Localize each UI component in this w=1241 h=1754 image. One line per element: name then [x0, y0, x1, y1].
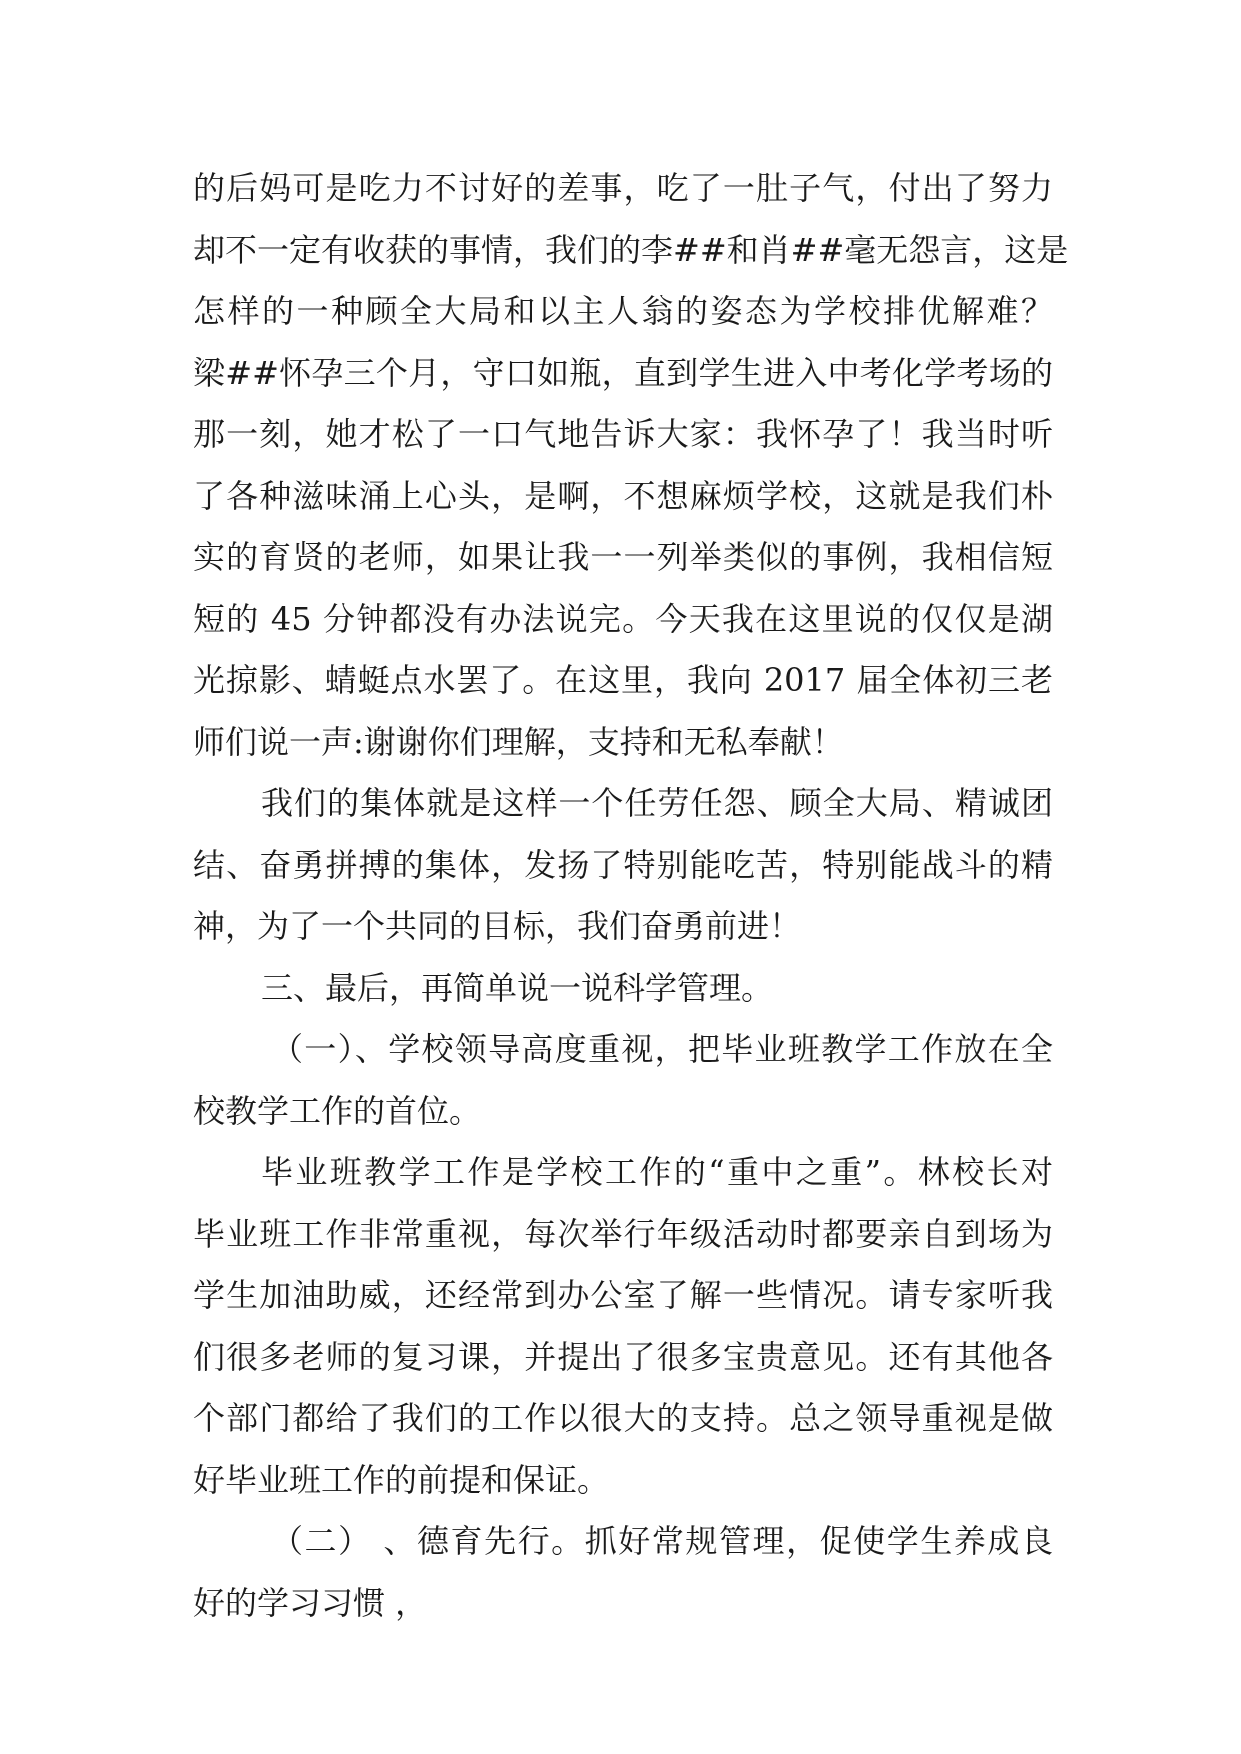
text-line: 三、最后，再简单说一说科学管理。	[261, 968, 774, 1007]
section-heading-scientific-management	[193, 958, 1053, 1020]
text-line: 实的育贤的老师，如果让我一一列举类似的事例，我相信短	[193, 538, 1053, 576]
subsection-heading-moral-education	[193, 1511, 1053, 1634]
text-line: 怎样的一种顾全大局和以主人翁的姿态为学校排优解难？	[193, 292, 1053, 330]
text-line: 好毕业班工作的前提和保证。	[193, 1460, 610, 1499]
text-line: 短的 45 分钟都没有办法说完。今天我在这里说的仅仅是湖	[193, 599, 1053, 638]
text-line: 神，为了一个共同的目标，我们奋勇前进！	[193, 907, 802, 945]
text-line: 却不一定有收获的事情，我们的李##和肖##毫无怨言，这是	[193, 230, 1069, 269]
text-line: 那一刻，她才松了一口气地告诉大家：我怀孕了！我当时听	[193, 415, 1053, 453]
text-line: 毕业班工作非常重视，每次举行年级活动时都要亲自到场为	[193, 1214, 1053, 1253]
text-line: 个部门都给了我们的工作以很大的支持。总之领导重视是做	[193, 1399, 1053, 1437]
text-line: 师们说一声:谢谢你们理解，支持和无私奉献！	[193, 722, 844, 761]
text-line: （二） 、德育先行。抓好常规管理，促使学生养成良	[271, 1522, 1053, 1560]
text-line: 我们的集体就是这样一个任劳任怨、顾全大局、精诚团	[261, 784, 1053, 822]
text-line: （一）、学校领导高度重视，把毕业班教学工作放在全	[271, 1030, 1053, 1068]
text-line: 了各种滋味涌上心头，是啊，不想麻烦学校，这就是我们朴	[193, 476, 1053, 515]
text-line: 结、奋勇拼搏的集体，发扬了特别能吃苦，特别能战斗的精	[193, 845, 1053, 884]
text-line: 光掠影、蜻蜓点水罢了。在这里，我向 2017 届全体初三老	[193, 661, 1053, 699]
paragraph-leadership-support	[193, 1142, 1053, 1511]
text-line: 梁##怀孕三个月，守口如瓶，直到学生进入中考化学考场的	[193, 353, 1053, 392]
text-line: 好的学习习惯 ，	[193, 1583, 428, 1622]
subsection-heading-leadership	[193, 1019, 1053, 1142]
paragraph-collective	[193, 773, 1053, 958]
document-body	[193, 158, 1069, 1634]
text-line: 毕业班教学工作是学校工作的“重中之重”。林校长对	[261, 1153, 1053, 1191]
text-line: 校教学工作的首位。	[193, 1091, 482, 1130]
text-line: 学生加油助威，还经常到办公室了解一些情况。请专家听我	[193, 1276, 1053, 1314]
paragraph-teacher-dedication	[193, 158, 1069, 773]
text-line: 的后妈可是吃力不讨好的差事，吃了一肚子气，付出了努力	[193, 169, 1053, 207]
text-line: 们很多老师的复习课，并提出了很多宝贵意见。还有其他各	[193, 1337, 1053, 1376]
